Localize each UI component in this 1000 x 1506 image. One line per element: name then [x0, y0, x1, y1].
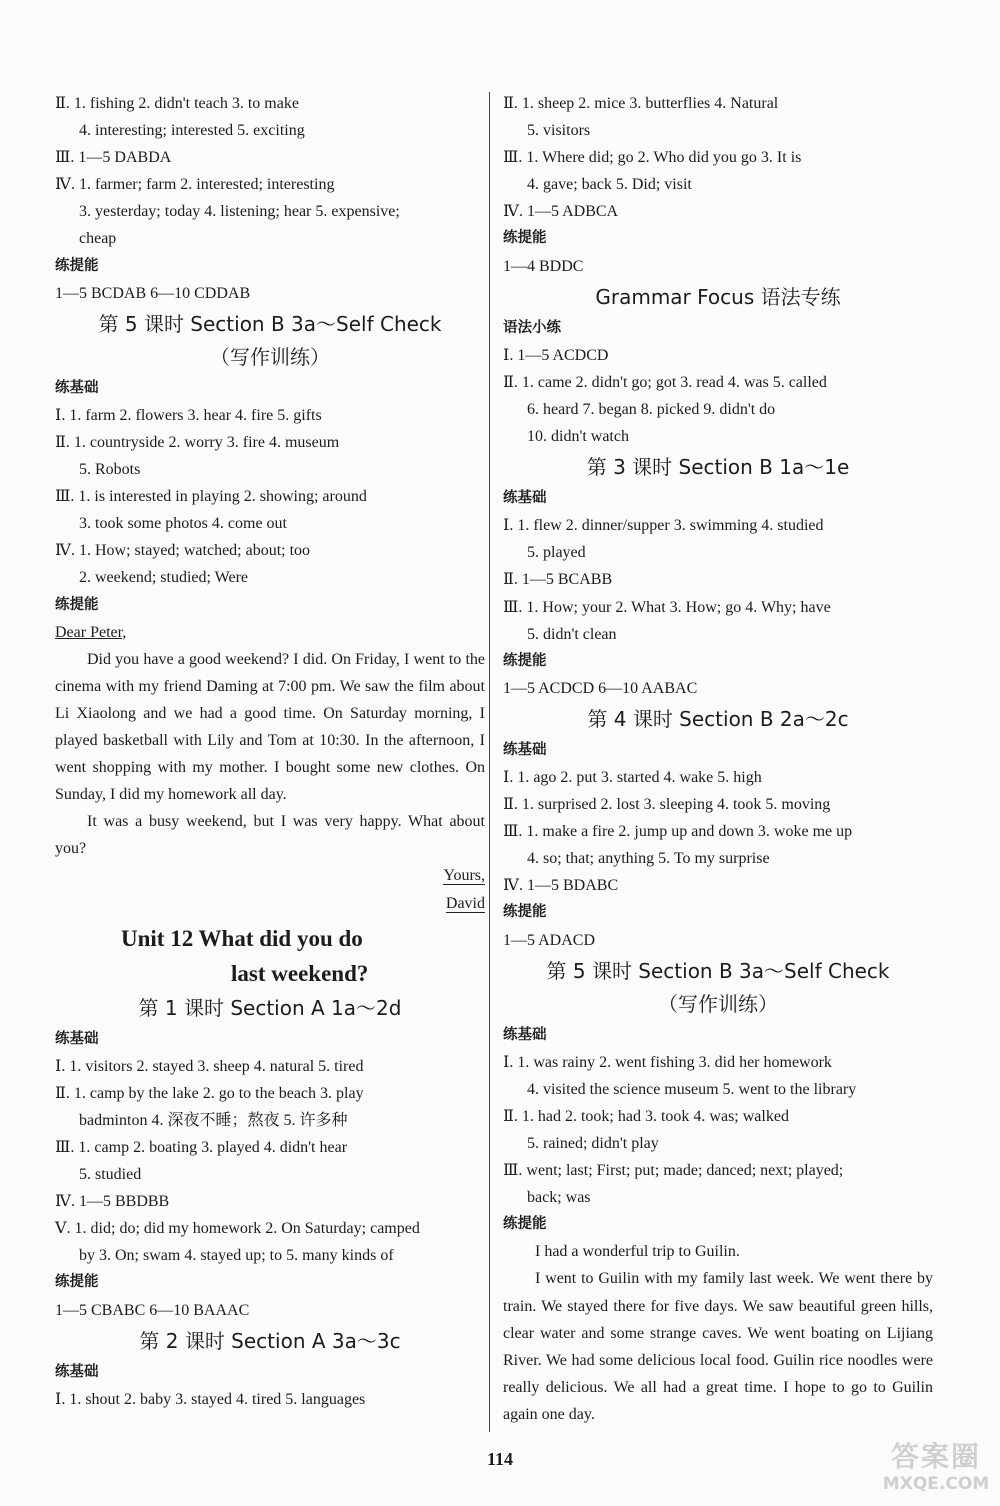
answer-line-continued: 10. didn't watch — [527, 428, 629, 446]
answer-line-continued: 4. visited the science museum 5. went to the library — [527, 1080, 857, 1098]
answer-line: Ⅲ. 1. is interested in playing 2. showing; around — [55, 488, 367, 506]
watermark-logo: 答案圈 — [890, 1440, 981, 1473]
answer-line-continued: 5. played — [527, 544, 586, 562]
answer-line: Ⅲ. 1—5 DABDA — [55, 149, 172, 167]
signoff-text: David — [445, 894, 485, 912]
unit-title-line1: Unit 12 What did you do — [121, 925, 363, 951]
essay-paragraph: I had a wonderful trip to Guilin. — [535, 1243, 740, 1261]
answer-line: 1—5 ACDCD 6—10 AABAC — [503, 679, 698, 697]
answer-line: Ⅴ. 1. did; do; did my homework 2. On Saturday; camped — [55, 1220, 420, 1238]
answer-line-continued: 5. visitors — [527, 122, 591, 140]
section-heading: 第 5 课时 Section B 3a～Self Check — [546, 958, 890, 983]
answer-line-continued: 5. didn't clean — [527, 625, 617, 643]
section-heading: 第 1 课时 Section A 1a～2d — [138, 995, 402, 1020]
answer-line: Ⅲ. 1. How; your 2. What 3. How; go 4. Why; have — [503, 598, 831, 616]
answer-line-continued: by 3. On; swam 4. stayed up; to 5. many kinds of — [79, 1247, 394, 1265]
answer-line: Ⅳ. 1—5 ADBCA — [503, 203, 619, 221]
exercise-label: 练提能 — [503, 904, 547, 921]
letter-signoff — [55, 890, 485, 917]
exercise-label: 练提能 — [55, 596, 99, 613]
answer-line: Ⅳ. 1—5 BBDBB — [55, 1193, 170, 1211]
left-column — [55, 90, 485, 1413]
answer-line: Ⅳ. 1—5 BDABC — [503, 877, 619, 895]
column-divider — [489, 92, 490, 1432]
unit-title — [121, 921, 485, 991]
watermark-url: MXQE.COM — [882, 1474, 990, 1494]
answer-line: Ⅱ. 1. came 2. didn't go; got 3. read 4. was 5. called — [503, 373, 827, 391]
watermark — [876, 1440, 996, 1500]
exercise-label: 练基础 — [55, 379, 99, 396]
page-number: 114 — [486, 1449, 513, 1469]
answer-line: Ⅱ. 1. fishing 2. didn't teach 3. to make — [55, 95, 299, 112]
answer-line-continued: 3. took some photos 4. come out — [79, 515, 287, 533]
exercise-label: 练提能 — [503, 652, 547, 669]
section-heading: Grammar Focus 语法专练 — [595, 284, 841, 309]
answer-line-continued: 4. so; that; anything 5. To my surprise — [527, 850, 770, 868]
answer-line: Ⅱ. 1. sheep 2. mice 3. butterflies 4. Natural — [503, 95, 779, 112]
answer-line-continued: 3. yesterday; today 4. listening; hear 5. expensive; — [79, 203, 400, 221]
answer-line: Ⅱ. 1—5 BCABB — [503, 571, 613, 589]
section-heading: （写作训练） — [658, 991, 778, 1016]
exercise-label: 练提能 — [55, 257, 99, 274]
exercise-label: 练基础 — [55, 1030, 99, 1047]
exercise-label: 练基础 — [503, 1026, 547, 1043]
answer-line: Ⅰ. 1. farm 2. flowers 3. hear 4. fire 5. gifts — [55, 406, 322, 424]
answer-line-continued: 5. studied — [79, 1166, 142, 1184]
exercise-label: 语法小练 — [503, 319, 561, 336]
essay-paragraph: Did you have a good weekend? I did. On Friday, I went to the cinema with my friend Daming at 7:00 pm. We saw the film about Li Xiaolong and we had a good time. On Saturday morning, I played basketball with Lily and Tom at 10:30. In the afternoon, I went shopping with my mother. I bought some new clothes. On Sunday, I did my homework all day. — [55, 650, 485, 804]
answer-line: Ⅲ. 1. camp 2. boating 3. played 4. didn't hear — [55, 1139, 348, 1156]
answer-line: Ⅰ. 1. shout 2. baby 3. stayed 4. tired 5. languages — [55, 1390, 366, 1408]
answer-line: Ⅰ. 1. was rainy 2. went fishing 3. did her homework — [503, 1053, 832, 1071]
answer-line: Ⅰ. 1. visitors 2. stayed 3. sheep 4. natural 5. tired — [55, 1057, 364, 1075]
section-heading: （写作训练） — [210, 344, 330, 369]
answer-line: 1—4 BDDC — [503, 257, 584, 275]
answer-line: Ⅱ. 1. surprised 2. lost 3. sleeping 4. took 5. moving — [503, 796, 831, 814]
answer-line-continued: back; was — [527, 1189, 591, 1207]
answer-line: Ⅲ. 1. Where did; go 2. Who did you go 3. It is — [503, 149, 802, 167]
answer-line: 1—5 CBABC 6—10 BAAAC — [55, 1301, 250, 1319]
signoff-text: Yours, — [443, 867, 485, 885]
answer-line: 1—5 BCDAB 6—10 CDDAB — [55, 284, 251, 302]
answer-line: Ⅰ. 1. flew 2. dinner/supper 3. swimming 4. studied — [503, 517, 824, 535]
exercise-label: 练提能 — [55, 1274, 99, 1291]
answer-line: Ⅲ. went; last; First; put; made; danced; next; played; — [503, 1162, 844, 1180]
unit-title-line2: last weekend? — [231, 960, 369, 986]
exercise-label: 练基础 — [55, 1363, 99, 1380]
answer-line: Ⅱ. 1. had 2. took; had 3. took 4. was; walked — [503, 1107, 789, 1125]
answer-line: Ⅳ. 1. How; stayed; watched; about; too — [55, 542, 311, 560]
answer-line-continued: 2. weekend; studied; Were — [79, 569, 249, 587]
answer-line-continued: 5. rained; didn't play — [527, 1135, 659, 1152]
answer-line: 1—5 ADACD — [503, 931, 596, 949]
exercise-label: 练基础 — [503, 490, 547, 507]
answer-line: Ⅱ. 1. camp by the lake 2. go to the beach 3. play — [55, 1084, 364, 1102]
right-column — [503, 90, 933, 1428]
answer-line: Ⅱ. 1. countryside 2. worry 3. fire 4. museum — [55, 433, 340, 451]
answer-line: Ⅰ. 1—5 ACDCD — [503, 346, 609, 364]
letter-salutation: Dear Peter, — [55, 623, 127, 641]
exercise-label: 练基础 — [503, 741, 547, 758]
section-heading: 第 5 课时 Section B 3a～Self Check — [98, 311, 442, 336]
answer-line-continued: 5. Robots — [79, 461, 141, 479]
letter-signoff — [55, 862, 485, 889]
section-heading: 第 2 课时 Section A 3a～3c — [139, 1328, 401, 1353]
exercise-label: 练提能 — [503, 1216, 547, 1233]
section-heading: 第 3 课时 Section B 1a～1e — [586, 455, 850, 480]
essay-paragraph: It was a busy weekend, but I was very happy. What about you? — [55, 813, 485, 858]
answer-line-continued: cheap — [79, 230, 117, 248]
exercise-label: 练提能 — [503, 230, 547, 247]
answer-line-continued: badminton 4. 深夜不睡；熬夜 5. 许多种 — [79, 1111, 348, 1129]
answer-line-continued: 4. interesting; interested 5. exciting — [79, 122, 305, 140]
section-heading: 第 4 课时 Section B 2a～2c — [587, 706, 849, 731]
answer-line-continued: 6. heard 7. began 8. picked 9. didn't do — [527, 400, 776, 418]
answer-line-continued: 4. gave; back 5. Did; visit — [527, 176, 692, 194]
answer-line: Ⅳ. 1. farmer; farm 2. interested; interesting — [55, 176, 335, 194]
essay-paragraph: I went to Guilin with my family last week. We went there by train. We stayed there for five days. We saw beautiful green hills, clear water and some strange caves. We went boating on Lijiang River. We had some delicious local food. Guilin rice noodles were really delicious. We all had a great time. I hope to go to Guilin again one day. — [503, 1270, 933, 1423]
answer-line: Ⅰ. 1. ago 2. put 3. started 4. wake 5. high — [503, 768, 762, 786]
answer-line: Ⅲ. 1. make a fire 2. jump up and down 3. woke me up — [503, 823, 853, 841]
